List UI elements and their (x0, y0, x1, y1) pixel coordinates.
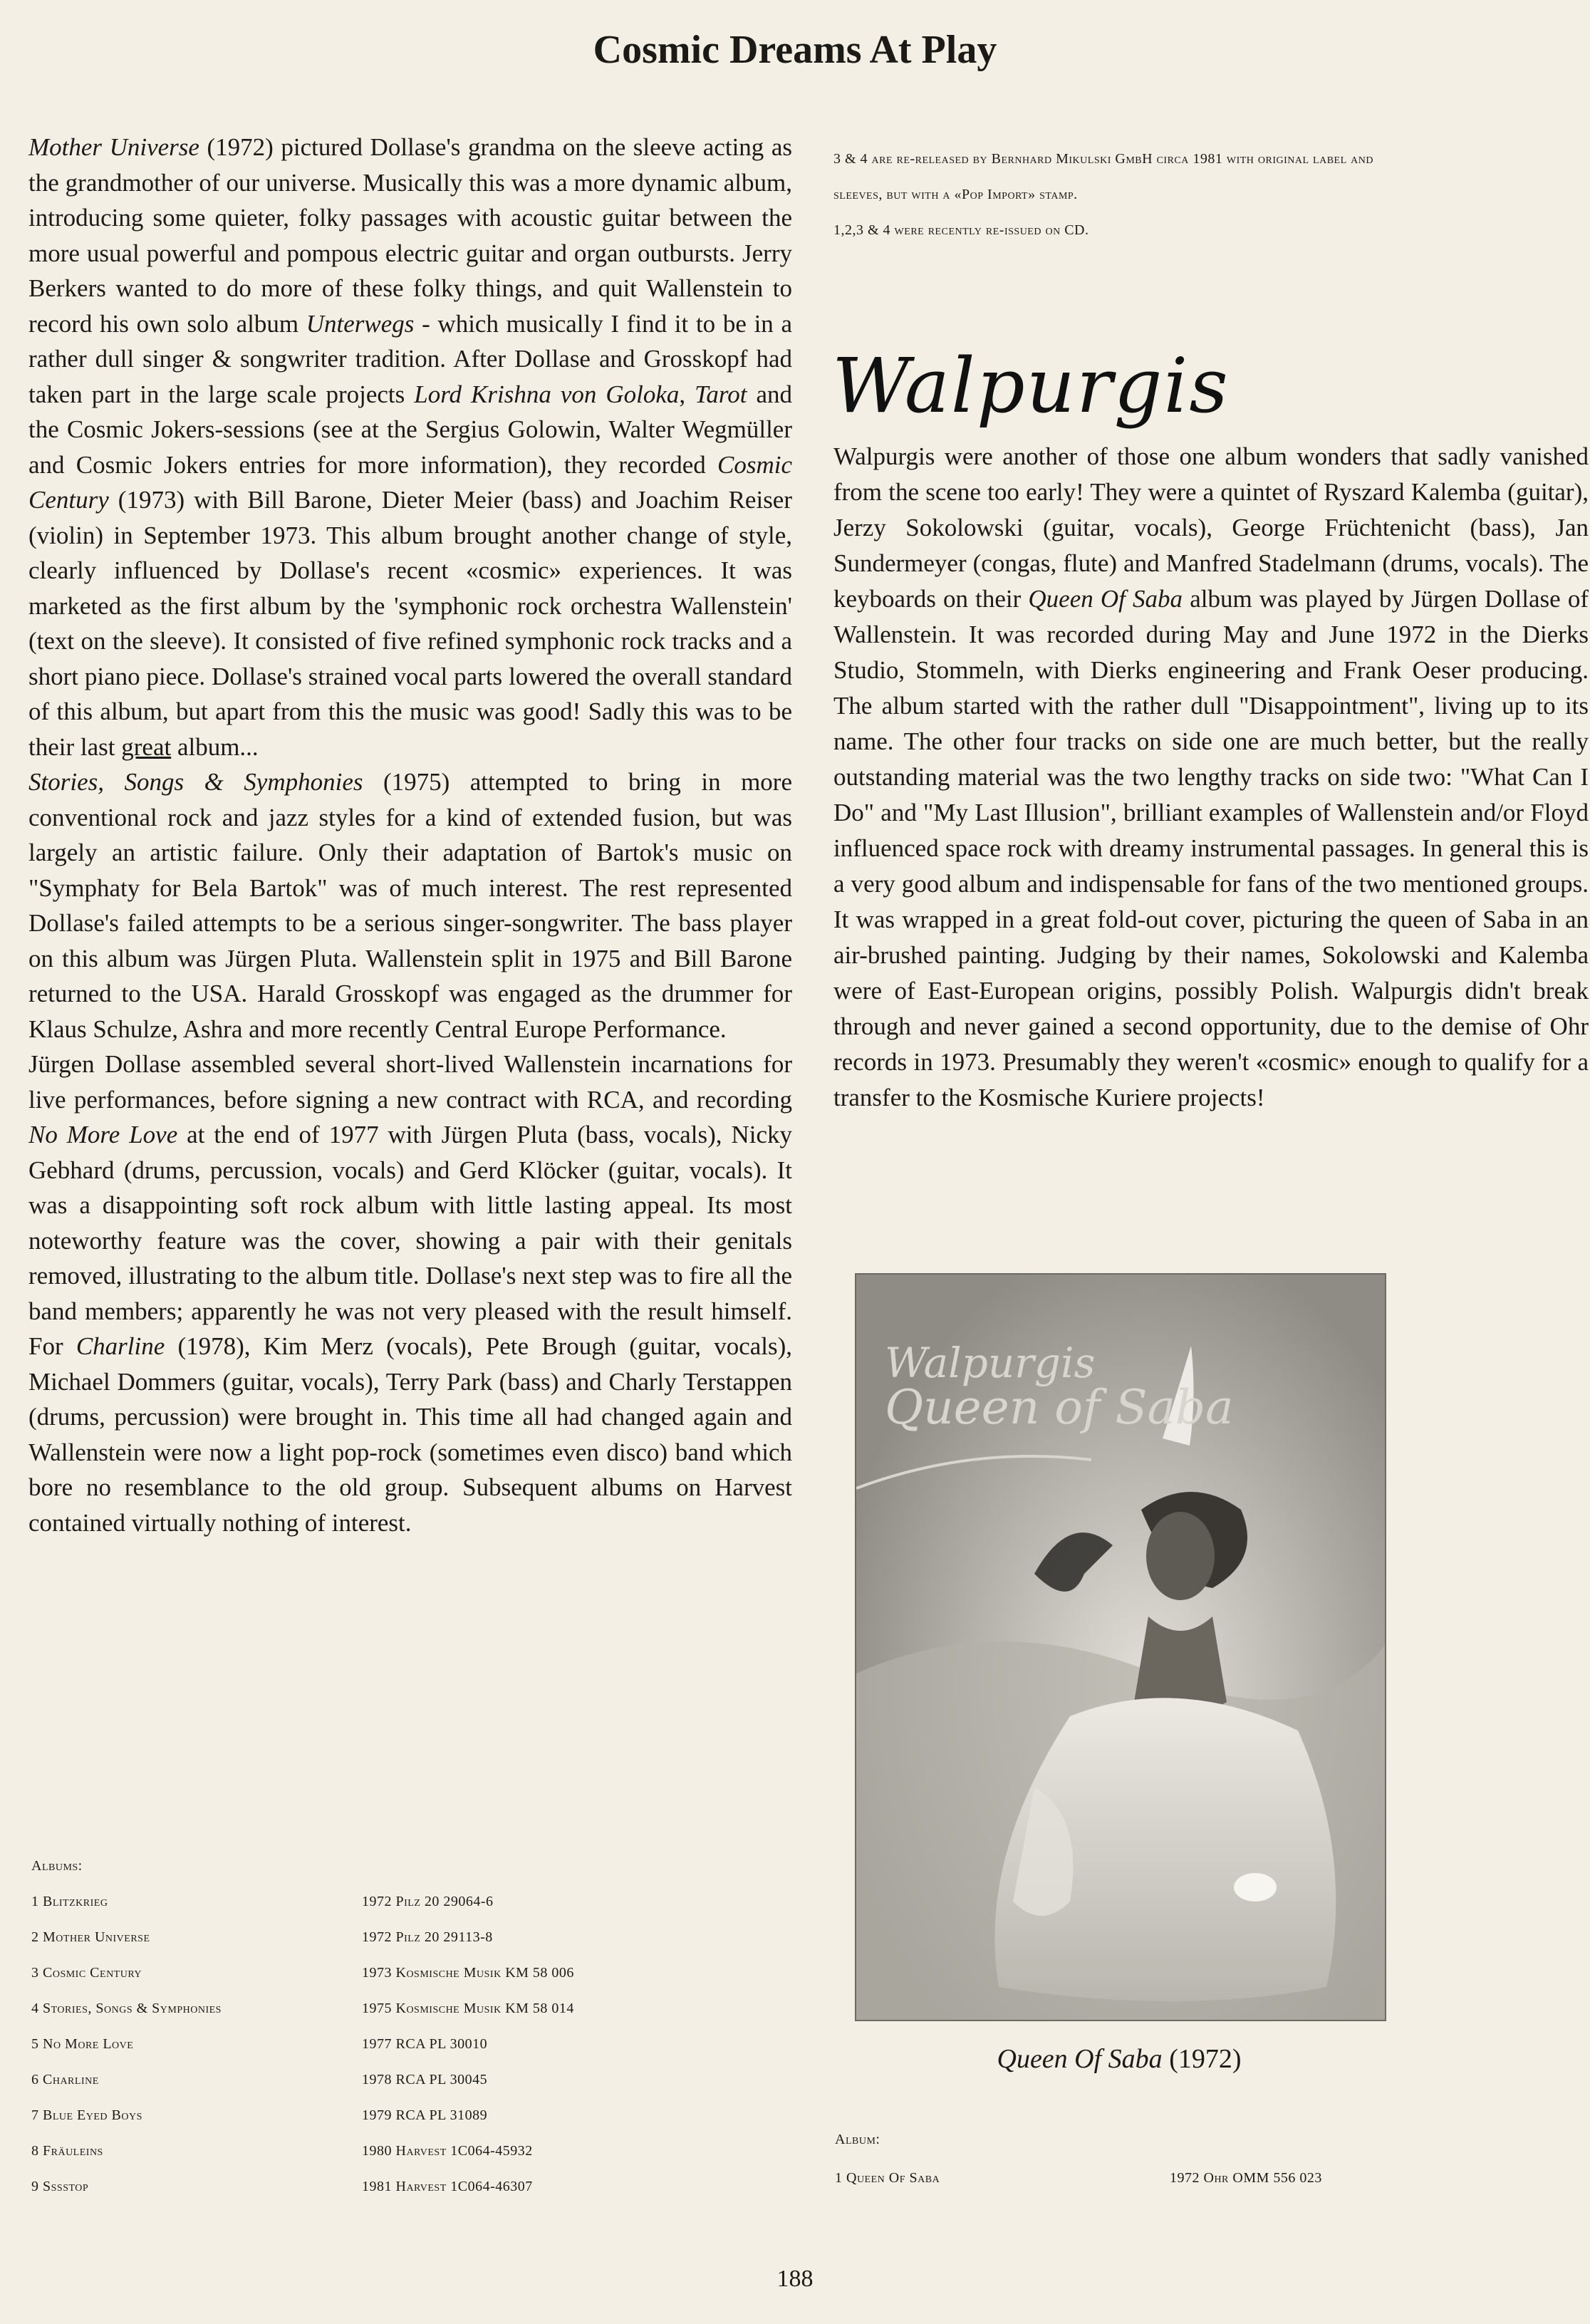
album-title: 9 Sssstop (31, 2179, 89, 2194)
album-title: 7 Blue Eyed Boys (31, 2107, 142, 2123)
discography-header: Album: (835, 2132, 880, 2147)
album-release: 1977 RCA PL 30010 (362, 2036, 488, 2052)
reissue-note-line: sleeves, but with a «Pop Import» stamp. (833, 187, 1078, 202)
album-cover-image (855, 1273, 1386, 2021)
album-release: 1981 Harvest 1C064-46307 (362, 2179, 533, 2194)
album-title: 6 Charline (31, 2072, 99, 2087)
album-title: 1 Queen Of Saba (835, 2170, 940, 2186)
reissue-note-line: 3 & 4 are re-released by Bernhard Mikulski GmbH circa 1981 with original label and (833, 151, 1373, 167)
right-column (833, 439, 1589, 1116)
reissue-note-line: 1,2,3 & 4 were recently re-issued on CD. (833, 222, 1089, 238)
album-release: 1980 Harvest 1C064-45932 (362, 2143, 533, 2159)
album-release: 1972 Pilz 20 29064-6 (362, 1894, 494, 1909)
album-release: 1972 Ohr OMM 556 023 (1170, 2170, 1322, 2186)
right-paragraph: Walpurgis were another of those one album wonders that sadly vanished from the scene too early! They were a quintet of Ryszard Kalemba (guitar), Jerzy Sokolowski (guitar, vocals), George Früchtenicht (bass), Jan Sundermeyer (congas, flute) and Manfred Stadelmann (drums, vocals). The keyboards on their Queen Of Saba album was played by Jürgen Dollase of Wallenstein. It was recorded during May and June 1972 in the Dierks Studio, Stommeln, with Dierks engineering and Frank Oeser producing. The album started with the rather dull "Disappointment", living up to its name. The other four tracks on side one are much better, but the really outstanding material was the two lengthy tracks on side two: "What Can I Do" and "My Last Illusion", brilliant examples of Wallenstein and/or Floyd influenced space rock with dreamy instrumental passages. In general this is a very good album and indispensable for fans of the two mentioned groups. It was wrapped in a great fold-out cover, picturing the queen of Saba in an air-brushed painting. Judging by their names, Sokolowski and Kalemba were of East-European origins, possibly Polish. Walpurgis didn't break through and never gained a second opportunity, due to the demise of Ohr records in 1973. Presumably they weren't «cosmic» enough to qualify for a transfer to the Kosmische Kuriere projects! (833, 442, 1589, 1111)
album-title: 3 Cosmic Century (31, 1965, 142, 1981)
album-title: 5 No More Love (31, 2036, 134, 2052)
band-logo: Walpurgis (832, 342, 1230, 430)
album-title: 4 Stories, Songs & Symphonies (31, 2001, 222, 2016)
album-title: 1 Blitzkrieg (31, 1894, 108, 1909)
album-release: 1975 Kosmische Musik KM 58 014 (362, 2001, 574, 2016)
left-paragraph-3: Jürgen Dollase assembled several short-lived Wallenstein incarnations for live performances, before signing a new contract with RCA, and recording No More Love at the end of 1977 with Jürgen Pluta (bass, vocals), Nicky Gebhard (drums, percussion, vocals) and Gerd Klöcker (guitar, vocals). It was a disappointing soft rock album with little lasting appeal. Its most noteworthy feature was the cover, showing a pair with their genitals removed, illustrating to the album title. Dollase's next step was to fire all the band members; apparently he was not very pleased with the result himself. For Charline (1978), Kim Merz (vocals), Pete Brough (guitar, vocals), Michael Dommers (guitar, vocals), Terry Park (bass) and Charly Terstappen (drums, percussion) were brought in. This time all had changed again and Wallenstein were now a light pop-rock (sometimes even disco) band which bore no resemblance to the old group. Subsequent albums on Harvest contained virtually nothing of interest. (28, 1050, 793, 1537)
reissue-notes (833, 141, 1589, 248)
caption-year: (1972) (1169, 2044, 1242, 2074)
left-paragraph-1: Mother Universe (1972) pictured Dollase's grandma on the sleeve acting as the grandmother of our universe. Musically this was a more dynamic album, introducing some quieter, folky passages with acoustic guitar between the more usual powerful and pompous electric guitar and organ outbursts. Jerry Berkers wanted to do more of these folky things, and quit Wallenstein to record his own solo album Unterwegs - which musically I find it to be in a rather dull singer & songwriter tradition. After Dollase and Grosskopf had taken part in the large scale projects Lord Krishna von Goloka, Tarot and the Cosmic Jokers-sessions (see at the Sergius Golowin, Walter Wegmüller and Cosmic Jokers entries for more information), they recorded Cosmic Century (1973) with Bill Barone, Dieter Meier (bass) and Joachim Reiser (violin) in September 1973. This album brought another change of style, clearly influenced by Dollase's recent «cosmic» experiences. It was marketed as the first album by the 'symphonic rock orchestra Wallenstein' (text on the sleeve). It consisted of five refined symphonic rock tracks and a short piano piece. Dollase's strained vocal parts lowered the overall standard of this album, but apart from this the music was good! Sadly this was to be their last great album... (28, 133, 793, 761)
cover-band-text: Walpurgis (885, 1339, 1096, 1387)
album-release: 1973 Kosmische Musik KM 58 006 (362, 1965, 574, 1981)
cover-caption (855, 2043, 1383, 2075)
album-release: 1978 RCA PL 30045 (362, 2072, 488, 2087)
album-title: 8 Fräuleins (31, 2143, 103, 2159)
discography-header: Albums: (31, 1858, 83, 1874)
left-paragraph-2: Stories, Songs & Symphonies (1975) attempted to bring in more conventional rock and jazz styles for a kind of extended fusion, but was largely an artistic failure. Only their adaptation of Bartok's music on "Symphaty for Bela Bartok" was of much interest. The rest represented Dollase's failed attempts to be a serious singer-songwriter. The bass player on this album was Jürgen Pluta. Wallenstein split in 1975 and Bill Barone returned to the USA. Harald Grosskopf was engaged as the drummer for Klaus Schulze, Ashra and more recently Central Europe Performance. (28, 768, 792, 1043)
left-discography (31, 1858, 786, 2200)
page-title: Cosmic Dreams At Play (593, 28, 997, 72)
cover-album-text: Queen of Saba (885, 1380, 1234, 1435)
page-number: 188 (776, 2266, 814, 2292)
left-column (28, 130, 792, 1540)
album-release: 1972 Pilz 20 29113-8 (362, 1929, 493, 1945)
album-title: 2 Mother Universe (31, 1929, 150, 1945)
album-release: 1979 RCA PL 31089 (362, 2107, 488, 2123)
right-discography (835, 2132, 1583, 2196)
caption-title: Queen Of Saba (997, 2044, 1163, 2074)
